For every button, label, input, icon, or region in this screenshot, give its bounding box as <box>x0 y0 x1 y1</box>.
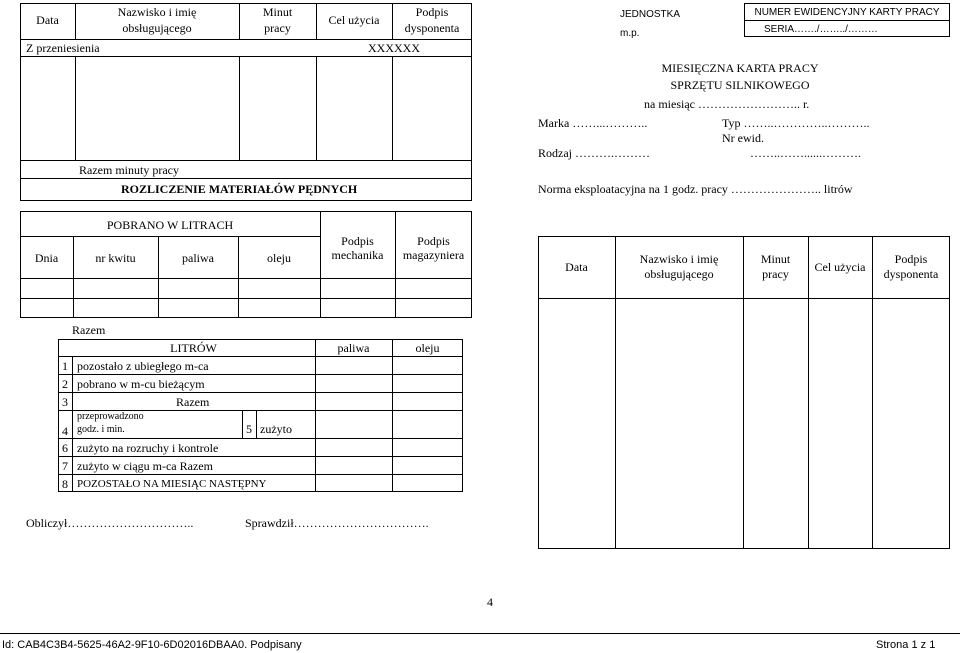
fuel-settlement-heading: ROZLICZENIE MATERIAŁÓW PĘDNYCH <box>121 182 358 196</box>
right-col-name-line1: Nazwisko i imię <box>639 252 719 266</box>
kind-field: Rodzaj ……….……… <box>538 146 650 160</box>
total-minutes-label: Razem minuty pracy <box>79 163 179 177</box>
row-label: pozostało z ubiegłego m-ca <box>77 359 209 373</box>
row-number: 7 <box>62 459 68 473</box>
liters-col-fuel: paliwa <box>337 341 370 355</box>
right-col-sign-line2: dysponenta <box>883 267 939 281</box>
col-header-date: Data <box>36 13 59 27</box>
col-header-name-line2: obsługującego <box>122 21 192 35</box>
row-label: Razem <box>176 395 210 409</box>
row-label: pobrano w m-cu bieżącym <box>77 377 205 391</box>
col-oil: oleju <box>267 251 291 265</box>
right-col-date: Data <box>565 260 588 274</box>
draw-total-label: Razem <box>72 323 106 337</box>
row-number: 8 <box>62 477 68 491</box>
unit-label: JEDNOSTKA <box>620 9 681 20</box>
col-day: Dnia <box>34 251 59 265</box>
month-field: na miesiąc …………………….. r. <box>644 97 810 111</box>
record-number-label: NUMER EWIDENCYJNY KARTY PRACY <box>754 7 940 18</box>
brand-field: Marka ……...……….. <box>538 116 648 130</box>
carry-over-label: Z przeniesienia <box>26 41 100 55</box>
col-fuel: paliwa <box>182 251 214 265</box>
right-col-name-line2: obsługującego <box>644 267 714 281</box>
col-header-purpose: Cel użycia <box>328 13 380 27</box>
col-storekeeper-sign-line1: Podpis <box>417 234 450 248</box>
row-label: zużyto na rozruchy i kontrole <box>77 441 219 455</box>
col-receipt: nr kwitu <box>95 251 136 265</box>
card-title-line2: SPRZĘTU SILNIKOWEGO <box>670 78 810 92</box>
row-label-line1: przeprowadzono <box>77 411 144 422</box>
type-field: Typ ……..…………..……….. <box>722 116 870 130</box>
col-header-sign-line1: Podpis <box>415 5 449 19</box>
row-label: POZOSTAŁO NA MIESIĄC NASTĘPNY <box>77 478 267 490</box>
right-col-sign-line1: Podpis <box>894 252 928 266</box>
row-number: 3 <box>62 395 68 409</box>
liters-header: LITRÓW <box>170 341 217 355</box>
page-of-label: Strona 1 z 1 <box>876 639 936 651</box>
right-col-minutes-line1: Minut <box>760 252 791 266</box>
row-label-line2: godz. i min. <box>77 424 125 435</box>
counted-by-field: Obliczył………………………….. <box>26 516 194 530</box>
row-number: 4 <box>62 424 68 438</box>
norm-field: Norma eksploatacyjna na 1 godz. pracy ………………….. litrów <box>538 182 853 196</box>
row-number: 1 <box>62 359 68 373</box>
card-title-line1: MIESIĘCZNA KARTA PRACY <box>661 61 819 75</box>
document-id: Id: CAB4C3B4-5625-46A2-9F10-6D02016DBAA0. Podpisany <box>2 639 302 651</box>
unit-sub-label: m.p. <box>620 28 640 39</box>
col-header-sign-line2: dysponenta <box>404 21 460 35</box>
page-number: 4 <box>487 595 493 609</box>
carry-over-value: XXXXXX <box>368 41 420 55</box>
col-storekeeper-sign-line2: magazyniera <box>402 248 465 262</box>
right-col-purpose: Cel użycia <box>814 260 866 274</box>
checked-by-field: Sprawdził……………………………. <box>245 516 429 530</box>
drawn-liters-title: POBRANO W LITRACH <box>106 218 234 232</box>
row-label: zużyto <box>260 422 292 436</box>
row-label: zużyto w ciągu m-ca Razem <box>77 459 213 473</box>
col-header-minutes-line2: pracy <box>264 21 291 35</box>
col-mechanic-sign-line1: Podpis <box>341 234 374 248</box>
reg-number-label: Nr ewid. <box>722 131 764 145</box>
liters-col-oil: oleju <box>415 341 440 355</box>
col-header-name-line1: Nazwisko i imię <box>117 5 197 19</box>
reg-number-dots: ……..……......………. <box>750 146 861 160</box>
row-number: 5 <box>246 422 252 436</box>
row-number: 2 <box>62 377 68 391</box>
series-field: SERIA……./……../……… <box>764 24 878 35</box>
right-col-minutes-line2: pracy <box>762 267 789 281</box>
row-number: 6 <box>62 441 68 455</box>
col-header-minutes-line1: Minut <box>262 5 293 19</box>
col-mechanic-sign-line2: mechanika <box>331 248 384 262</box>
